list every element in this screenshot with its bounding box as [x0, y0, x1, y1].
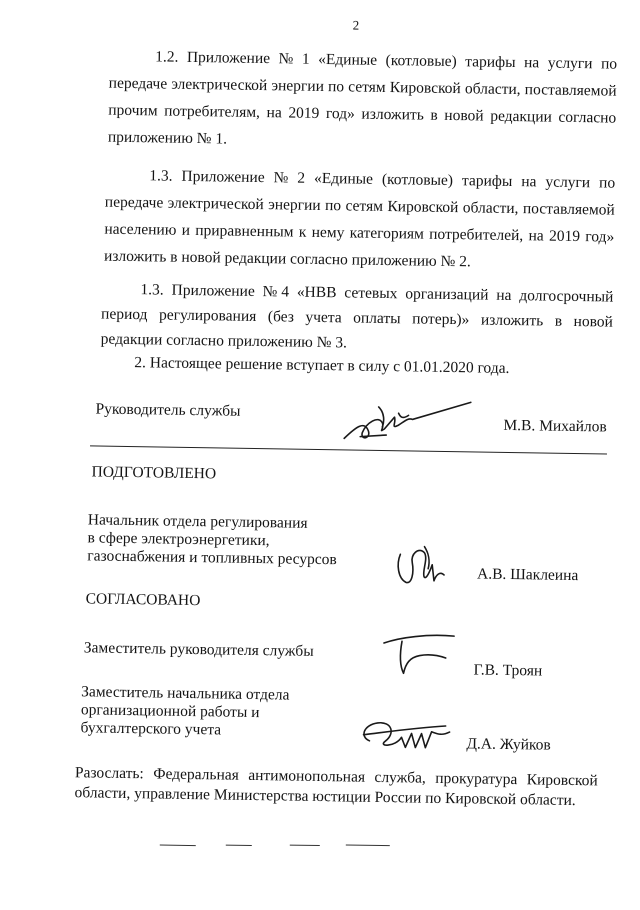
word: области, — [464, 80, 521, 99]
word: Кировской — [389, 79, 461, 98]
word: «НВВ — [296, 283, 337, 302]
clause-1-3a-line-2 — [105, 194, 615, 220]
word: на — [496, 286, 512, 304]
word: 2019 — [288, 104, 320, 122]
deputy-dept-position-line-1: Заместитель начальника отдела — [81, 683, 290, 704]
word: Приложение — [171, 281, 255, 300]
clause-1-3a-line-3 — [104, 221, 614, 247]
word: организаций — [405, 285, 489, 304]
word: Федеральная — [153, 765, 239, 784]
word: год» — [585, 228, 615, 246]
word: нему — [311, 223, 345, 242]
clause-1-3b-line-1 — [140, 281, 613, 306]
word: к — [298, 223, 307, 241]
distribution-line-2: области, управление Министерства юстиции России по Кировской области. — [74, 784, 576, 810]
prepared-position-line-2: в сфере электроэнергетики, — [87, 529, 270, 550]
word: на — [521, 173, 537, 191]
word: (котловые) — [381, 170, 454, 190]
prepared-signature — [394, 540, 465, 593]
word: согласно — [558, 108, 617, 127]
word: сетям — [345, 197, 384, 215]
word: изложить — [361, 105, 424, 124]
deputy-dept-position-line-2: организационной работы и — [80, 701, 260, 722]
word: по — [598, 174, 616, 192]
word: Кировской — [526, 771, 598, 790]
word: антимонопольная — [248, 766, 366, 786]
word: поставляемой — [524, 81, 617, 100]
word: сетям — [348, 78, 386, 96]
word: населению — [104, 220, 177, 239]
word: новой — [444, 106, 484, 125]
word: потерь)» — [412, 310, 470, 329]
bottom-mark-2 — [226, 845, 252, 846]
word: Приложение — [186, 48, 271, 68]
page-number: 2 — [352, 17, 360, 33]
deputy-head-signature — [379, 627, 460, 680]
deputy-dept-signature — [355, 711, 456, 763]
word: передаче — [108, 74, 168, 93]
word: передаче — [104, 193, 164, 212]
word: 1.2. — [155, 48, 179, 66]
word: услуги — [547, 54, 593, 73]
deputy-dept-position-line-3: бухгалтерского учета — [80, 719, 222, 739]
deputy-head-title: Заместитель руководителя службы — [83, 639, 314, 660]
word: тарифы — [461, 172, 513, 190]
word: на — [528, 227, 544, 245]
word: оплаты — [353, 309, 401, 328]
word: в — [554, 312, 563, 330]
clause-1-3b-line-3: редакции согласно приложению № 3. — [100, 330, 348, 352]
word: изложить — [480, 311, 544, 330]
word: Кировской — [387, 198, 459, 217]
clause-2: 2. Настоящее решение вступает в силу с 01.01.2020 года. — [134, 354, 510, 377]
word: (котловые) — [385, 51, 457, 71]
word: «Единые — [318, 50, 378, 69]
agreed-heading: СОГЛАСОВАНО — [85, 590, 201, 610]
head-name: М.В. Михайлов — [503, 416, 607, 436]
word: № — [278, 50, 294, 68]
word: 1.3. — [149, 167, 173, 185]
clause-1-2-line-3 — [108, 102, 616, 128]
word: 1.3. — [140, 281, 164, 299]
word: приравненным — [195, 222, 294, 241]
head-title: Руководитель службы — [95, 400, 241, 420]
word: № 4 — [262, 283, 290, 301]
word: № — [273, 169, 289, 187]
word: поставляемой — [522, 200, 615, 219]
word: прокуратура — [435, 769, 518, 789]
word: новой — [573, 312, 614, 331]
prepared-name: А.В. Шаклеина — [476, 565, 579, 585]
word: на — [266, 104, 282, 122]
prepared-heading: ПОДГОТОВЛЕНО — [91, 463, 217, 483]
word: период — [100, 305, 148, 324]
word: и — [181, 221, 191, 239]
word: по — [600, 55, 618, 73]
deputy-dept-name: Д.А. Жуйков — [466, 735, 551, 754]
word: 2 — [297, 169, 306, 187]
clause-1-2-line-1 — [155, 48, 617, 73]
prepared-position-line-3: газоснабжения и топливных ресурсов — [87, 547, 337, 569]
word: электрической — [171, 75, 268, 95]
clause-1-3b-line-2 — [101, 306, 613, 332]
clause-1-2-line-2 — [109, 75, 617, 101]
word: в — [430, 106, 438, 124]
word: Приложение — [181, 167, 265, 187]
word: тарифы — [465, 53, 516, 72]
word: 1 — [301, 50, 310, 68]
word: электрической — [167, 194, 264, 214]
word: Разослать: — [74, 764, 144, 783]
word: долгосрочный — [519, 287, 614, 306]
word: редакции — [490, 107, 553, 126]
word: услуги — [545, 173, 591, 192]
word: потребителей, — [429, 225, 524, 245]
word: энергии — [271, 77, 325, 96]
deputy-head-name: Г.В. Троян — [473, 661, 543, 680]
word: «Единые — [313, 169, 374, 188]
word: энергии — [268, 196, 321, 214]
word: по — [324, 197, 342, 215]
word: сетевых — [344, 284, 398, 303]
word: служба, — [374, 768, 426, 787]
word: год» — [325, 105, 356, 123]
word: потребителям, — [164, 102, 261, 122]
bottom-mark-1 — [160, 845, 196, 847]
bottom-mark-4 — [346, 844, 390, 846]
word: учета — [305, 308, 342, 327]
word: 2019 — [548, 227, 581, 246]
head-signature — [338, 392, 479, 449]
word: области, — [462, 199, 519, 218]
clause-1-3a-line-4: изложить в новой редакции согласно приложению № 2. — [103, 247, 471, 271]
word: на — [523, 54, 540, 72]
word: по — [327, 78, 345, 96]
word: категориям — [349, 224, 425, 243]
bottom-mark-3 — [290, 845, 320, 846]
word: прочим — [108, 101, 158, 120]
clause-1-3a-line-1 — [149, 167, 615, 192]
clause-1-2-line-4: приложению № 1. — [107, 128, 228, 148]
prepared-position-line-1: Начальник отдела регулирования — [87, 511, 308, 532]
word: регулирования — [158, 306, 257, 325]
word: (без — [267, 308, 295, 326]
